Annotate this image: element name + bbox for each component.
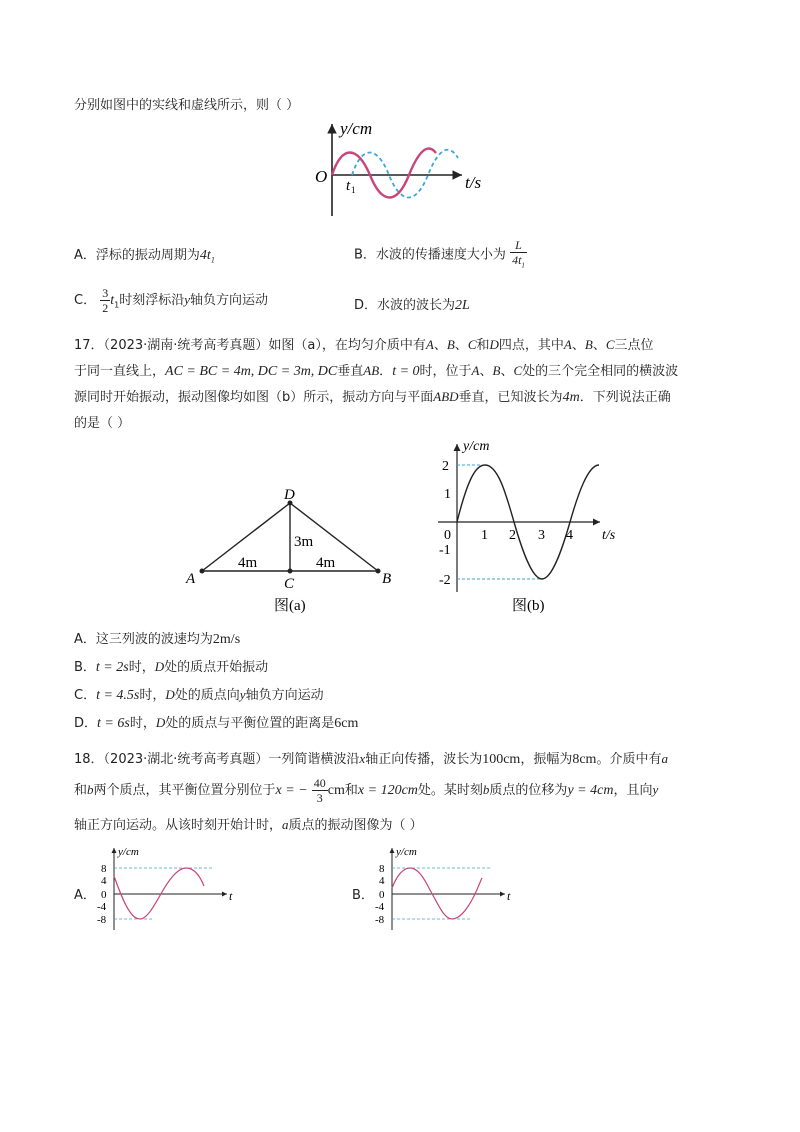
q18-a-ytick-0: 0 [101,889,107,901]
q18-a-ytick-m8: -8 [97,914,107,926]
q17-stem-line2: 于同一直线上，AC = BC = 4m, DC = 3m, DC垂直AB．t = 0时，位于A、B、C处的三个完全相同的横波波 [74,363,679,379]
q18-a-ytick-m4: -4 [97,901,107,913]
q16-option-a: A．浮标的振动周期为$4t_1$ [74,248,215,265]
t-axis-label: t/s [465,173,482,192]
dashed-wave [352,150,458,198]
q18-b-ytick-8: 8 [379,863,385,875]
y-axis-label: y/cm [340,119,373,138]
fig-b-ytick-2: 2 [442,459,449,474]
q18-b-ytick-m4: -4 [375,901,385,913]
t1-subscript: 1 [351,185,356,195]
q18-stem-line3: 轴正方向运动。从该时刻开始计时，a质点的振动图像为（ ） [74,817,423,833]
length-cb: 4m [316,555,336,571]
q17-option-b: B．t = 2s时，D处的质点开始振动 [74,659,269,675]
label-d: D [284,487,295,503]
point-c [288,569,293,574]
fig-b-ytick-0: 0 [444,528,451,543]
wave-figure-top [312,118,492,218]
fig-b-xtick-4: 4 [566,528,573,543]
fig-b-ytick-m2: -2 [439,573,451,588]
q17-option-c: C．t = 4.5s时，D处的质点向y轴负方向运动 [74,687,324,703]
q17-stem-line4: 的是（ ） [74,416,131,431]
length-dc: 3m [294,534,314,550]
fig-b-y-label: y/cm [463,439,490,454]
q17-option-a: A．这三列波的波速均为2m/s [74,632,241,647]
q18-a-y-label: y/cm [118,846,139,858]
q18-b-ytick-0: 0 [379,889,385,901]
origin-label: O [315,167,328,186]
q17-stem-line3: 源同时开始振动，振动图像均如图（b）所示，振动方向与平面ABD垂直，已知波长为4m．下列说法正确 [74,389,671,405]
q18-b-y-label: y/cm [396,846,417,858]
fig-b-xtick-1: 1 [481,528,488,543]
q16-option-d: D．水波的波长为2L [354,298,470,313]
q18-stem-line1: 18．（2023·湖北·统考高考真题）一列简谐横波沿x轴正向传播，波长为100cm，振幅为8cm。介质中有a [74,751,668,767]
fig-b-xtick-2: 2 [509,528,516,543]
length-ac: 4m [238,555,258,571]
q18-b-t-label: t [507,889,511,903]
q18-a-ytick-4: 4 [101,875,107,887]
q18-option-a-letter: A． [74,888,96,903]
fig-b-xtick-3: 3 [538,528,545,543]
q18-b-ytick-m8: -8 [375,914,385,926]
label-c: C [284,576,295,592]
fig-b-ytick-1: 1 [444,487,451,502]
t1-label: t [346,178,351,194]
figure-a-triangle [180,480,400,620]
label-b: B [382,571,392,587]
figure-b-graph [418,432,628,622]
q18-stem-line2: 和b两个质点，其平衡位置分别位于x = − $\frac{40}{3}$ cm和x = 120cm处。某时刻b质点的位移为y = 4cm，且向y [74,776,659,805]
q18-option-a-graph [92,842,242,934]
q18-option-b-letter: B． [352,888,374,903]
q16-option-c: C． $\frac{3}{2}$ $t_1$时刻浮标沿y轴负方向运动 [74,286,269,315]
q16-option-b: B．水波的传播速度大小为 $\frac{L}{4t_1}$ [354,238,527,272]
q18-b-ytick-4: 4 [379,875,385,887]
three-halves-fraction: $\frac{3}{2}$ [102,286,109,315]
speed-fraction: $\frac{L}{4t_1}$ [512,238,525,270]
label-a: A [186,571,196,587]
point-b [376,569,381,574]
q17-option-d: D．t = 6s时，D处的质点与平衡位置的距离是6cm [74,715,359,731]
figure-b-caption: 图(b) [512,598,545,614]
q18-option-b-graph [370,842,520,934]
fig-b-ytick-m1: -1 [439,543,451,558]
fig-b-t-label: t/s [602,528,616,543]
xa-fraction: $\frac{40}{3}$ [313,776,326,805]
figure-a-caption: 图(a) [274,598,306,614]
point-a [200,569,205,574]
q18-a-ytick-8: 8 [101,863,107,875]
intro-line: 分别如图中的实线和虚线所示，则（ ） [74,98,300,113]
q18-a-t-label: t [229,889,233,903]
q17-stem-line1: 17．（2023·湖南·统考高考真题）如图（a），在均匀介质中有A、B、C和D四点，其中A、B、C三点位 [74,337,654,353]
